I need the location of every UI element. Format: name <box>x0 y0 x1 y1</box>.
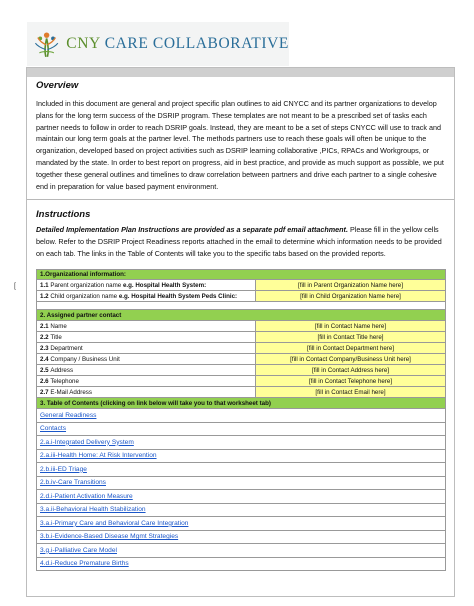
toc-link-2di[interactable]: 2.d.i-Patient Activation Measure <box>36 490 446 504</box>
table-row: 1.2 Child organization name e.g. Hospital Health System Peds Clinic: [fill in Child Organization Name here] <box>36 291 446 302</box>
contact-email-field[interactable]: [fill in Contact Email here] <box>256 387 445 397</box>
toc-link-2ai[interactable]: 2.a.i-Integrated Delivery System <box>36 436 446 450</box>
contact-title-field[interactable]: [fill in Contact Title here] <box>256 332 445 342</box>
parent-org-name-field[interactable]: [fill in Parent Organization Name here] <box>256 280 445 290</box>
toc-link-3gi[interactable]: 3.g.i-Palliative Care Model <box>36 544 446 558</box>
table-row: 2.5 Address [fill in Contact Address here] <box>36 365 446 376</box>
toc-link-2aiii[interactable]: 2.a.iii-Health Home: At Risk Intervention <box>36 450 446 464</box>
table-row: 2.2 Title [fill in Contact Title here] <box>36 332 446 343</box>
document-frame <box>26 67 455 597</box>
stray-bracket-mark: [ <box>14 283 16 290</box>
instructions-heading: Instructions <box>36 209 91 220</box>
instructions-text <box>36 224 450 259</box>
overview-text: Included in this document are general and project specific plan outlines to aid CNYCC and its partner organizations to develop plans for the long term success of the DSRIP program. These templates are not meant to be a prescribed set of tasks each partner needs to follow in order to reach DSRIP goals. Instead, they are meant to be a set of steps CNYCC will use to track and maintain our long term goals at the partner level. The methods partners use to reach these goals will often be unique to the organization, developed based on project activities such as DSRIP learning collaborative ,PICs, RPACs and Workgroups, or mandated by the state. In order to best report on progress, aid in best practice, and provide as much support as possible, we put together these general outlines and timelines to draw correlation between partners and drive each partner to a single cohesive end in preparation for value based payment environment. <box>36 99 444 191</box>
table-row: 2.6 Telephone [fill in Contact Telephone here] <box>36 376 446 387</box>
section-divider <box>27 199 454 200</box>
table-row: 2.4 Company / Business Unit [fill in Contact Company/Business Unit here] <box>36 354 446 365</box>
org-info-header: 1.Organizational information: <box>36 269 446 280</box>
contact-company-field[interactable]: [fill in Contact Company/Business Unit here] <box>256 354 445 364</box>
plan-info-table <box>36 269 446 571</box>
contact-address-field[interactable]: [fill in Contact Address here] <box>256 365 445 375</box>
top-separator-bar <box>27 68 454 77</box>
contact-telephone-field[interactable]: [fill in Contact Telephone here] <box>256 376 445 386</box>
logo-cny-text: CNY <box>66 35 101 52</box>
toc-link-3ai[interactable]: 3.a.i-Primary Care and Behavioral Care Integration <box>36 517 446 531</box>
overview-heading: Overview <box>36 80 79 91</box>
toc-link-3aii[interactable]: 3.a.ii-Behavioral Health Stabilization <box>36 504 446 518</box>
contact-department-field[interactable]: [fill in Contact Department here] <box>256 343 445 353</box>
instructions-bold-text: Detailed Implementation Plan Instructions are provided as a separate pdf email attachment. <box>36 225 348 234</box>
partner-contact-header: 2. Assigned partner contact <box>36 310 446 321</box>
table-row: 2.7 E-Mail Address [fill in Contact Email here] <box>36 387 446 398</box>
tree-figure-icon <box>33 25 60 63</box>
table-row: 2.1 Name [fill in Contact Name here] <box>36 321 446 332</box>
toc-link-general-readiness[interactable]: General Readiness <box>36 409 446 423</box>
table-row: 2.3 Department [fill in Contact Department here] <box>36 343 446 354</box>
table-spacer <box>36 302 446 310</box>
toc-link-contacts[interactable]: Contacts <box>36 423 446 437</box>
toc-link-2biii[interactable]: 2.b.iii-ED Triage <box>36 463 446 477</box>
instructions-rest-text: Please fill in the yellow cells below. Refer to the DSRIP Project Readiness reports attached in the email to determine which information needs to be provided on each tab. The links in the Table of Contents will take you to the specific tabs based on the provided reports. <box>36 225 442 258</box>
toc-link-3bi[interactable]: 3.b.i-Evidence-Based Disease Mgmt Strategies <box>36 531 446 545</box>
toc-header: 3. Table of Contents (clicking on link below will take you to that worksheet tab) <box>36 398 446 409</box>
table-row: 1.1 Parent organization name e.g. Hospital Health System: [fill in Parent Organization Name here] <box>36 280 446 291</box>
child-org-name-field[interactable]: [fill in Child Organization Name here] <box>256 291 445 301</box>
toc-link-2biv[interactable]: 2.b.iv-Care Transitions <box>36 477 446 491</box>
toc-link-4di[interactable]: 4.d.i-Reduce Premature Births <box>36 558 446 572</box>
contact-name-field[interactable]: [fill in Contact Name here] <box>256 321 445 331</box>
logo-care-text: CARE COLLABORATIVE <box>104 35 289 52</box>
cny-care-collaborative-logo <box>27 22 289 66</box>
